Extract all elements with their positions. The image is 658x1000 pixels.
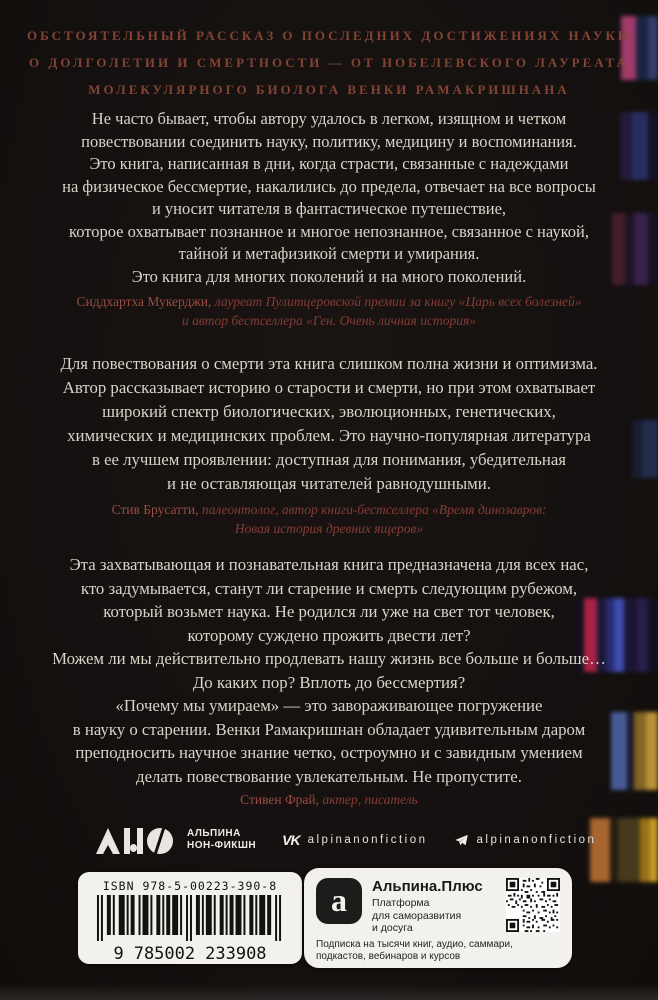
alpina-plus-subtitle: Платформа для саморазвития и досуга [372,897,462,934]
alpina-plus-description: Подписка на тысячи книг, аудио, саммари, подкастов, вебинаров и курсов [316,938,513,962]
logo-letter-a [96,828,120,854]
quote-3-attribution [0,790,658,809]
quote-2-author: Стив Брусатти, [111,502,199,517]
isbn-label: ISBN 978-5-00223-390-8 [102,879,278,893]
quote-3-author: Стивен Фрай, [240,792,319,807]
alpina-plus-sticker [304,868,572,968]
logo-letter-f [147,828,173,854]
logo-letter-n [124,828,143,854]
quote-1-text: Не часто бывает, чтобы автору удалось в легком, изящном и четком повествовании соединить науку, политику, медицину и воспоминания. Это книга, написанная в дни, когда страсти, связанные с надеждами на физическое бессмертие, накалились до предела, отвечает на все вопросы и уносит читателя в фантастическое путешествие, которое охватывает познанное и многое непознанное, связанное с наукой, тайной и метафизикой смерти и умирания. Это книга для многих поколений и на много поколений. [62,109,596,286]
barcode-digits: 9 785002 233908 [113,944,267,964]
quote-1-author-role: лауреат Пулитцеровской премии за книгу «Царь всех болезней» [211,294,582,309]
alpina-plus-logo-icon: а [316,878,362,924]
quote-1-author-role-2: и автор бестселлера «Ген. Очень личная история» [182,313,476,328]
quote-2-author-role-2: Новая история древних ящеров» [234,521,424,536]
vk-account [282,832,427,848]
telegram-icon [454,833,469,848]
quote-2-text: Для повествования о смерти эта книга слишком полна жизни и оптимизма. Автор рассказывает историю о старости и смерти, но при этом охватывает широкий спектр биологических, эволюционных, генетических, химических и медицинских проблем. Это научно-популярная литература в ее лучшем проявлении: доступная для понимания, убедительная и не оставляющая читателей равнодушными. [60,354,598,493]
quote-3-author-role: актер, писатель [319,792,418,807]
telegram-handle: alpinanonfiction [476,834,597,846]
publisher-row [96,826,596,854]
vk-icon: VK [282,832,300,848]
quote-1-attribution [0,292,658,330]
quote-2-attribution [0,500,658,538]
publisher-name: АЛЬПИНА НОН-ФИКШН [187,828,257,851]
qr-code [506,878,560,932]
alpina-plus-title: Альпина.Плюс [372,878,483,895]
ean13-barcode [95,895,285,941]
alpina-nonfiction-logo-icon [96,826,173,854]
quote-3-text: Эта захватывающая и познавательная книга предназначена для всех нас, кто задумывается, станут ли старение и смерть следующим рубежом, который возьмет наука. Не родился ли уже на свет тот человек, которому суждено прожить двести лет? Можем ли мы действительно продлевать нашу жизнь все больше и больше… До каких пор? Вплоть до бессмертия? «Почему мы умираем» — это завораживающее погружение в науку о старении. Венки Рамакришнан обладает удивительным даром преподносить научное знание четко, остроумно и с завидным умением делать повествование увлекательным. Не пропустите. [52,555,606,786]
quote-2-author-role: палеонтолог, автор книги-бестселлера «Время динозавров: [198,502,547,517]
vk-handle: alpinanonfiction [307,834,428,846]
telegram-account [454,833,597,848]
barcode-sticker [78,872,302,964]
quote-1-author: Сиддхартха Мукерджи, [76,294,212,309]
cover-header: ОБСТОЯТЕЛЬНЫЙ РАССКАЗ О ПОСЛЕДНИХ ДОСТИЖЕНИЯХ НАУКИ О ДОЛГОЛЕТИИ И СМЕРТНОСТИ — ОТ НОБЕЛЕВСКОГО ЛАУРЕАТА МОЛЕКУЛЯРНОГО БИОЛОГА ВЕНКИ РАМАКРИШНАНА [26,28,631,97]
